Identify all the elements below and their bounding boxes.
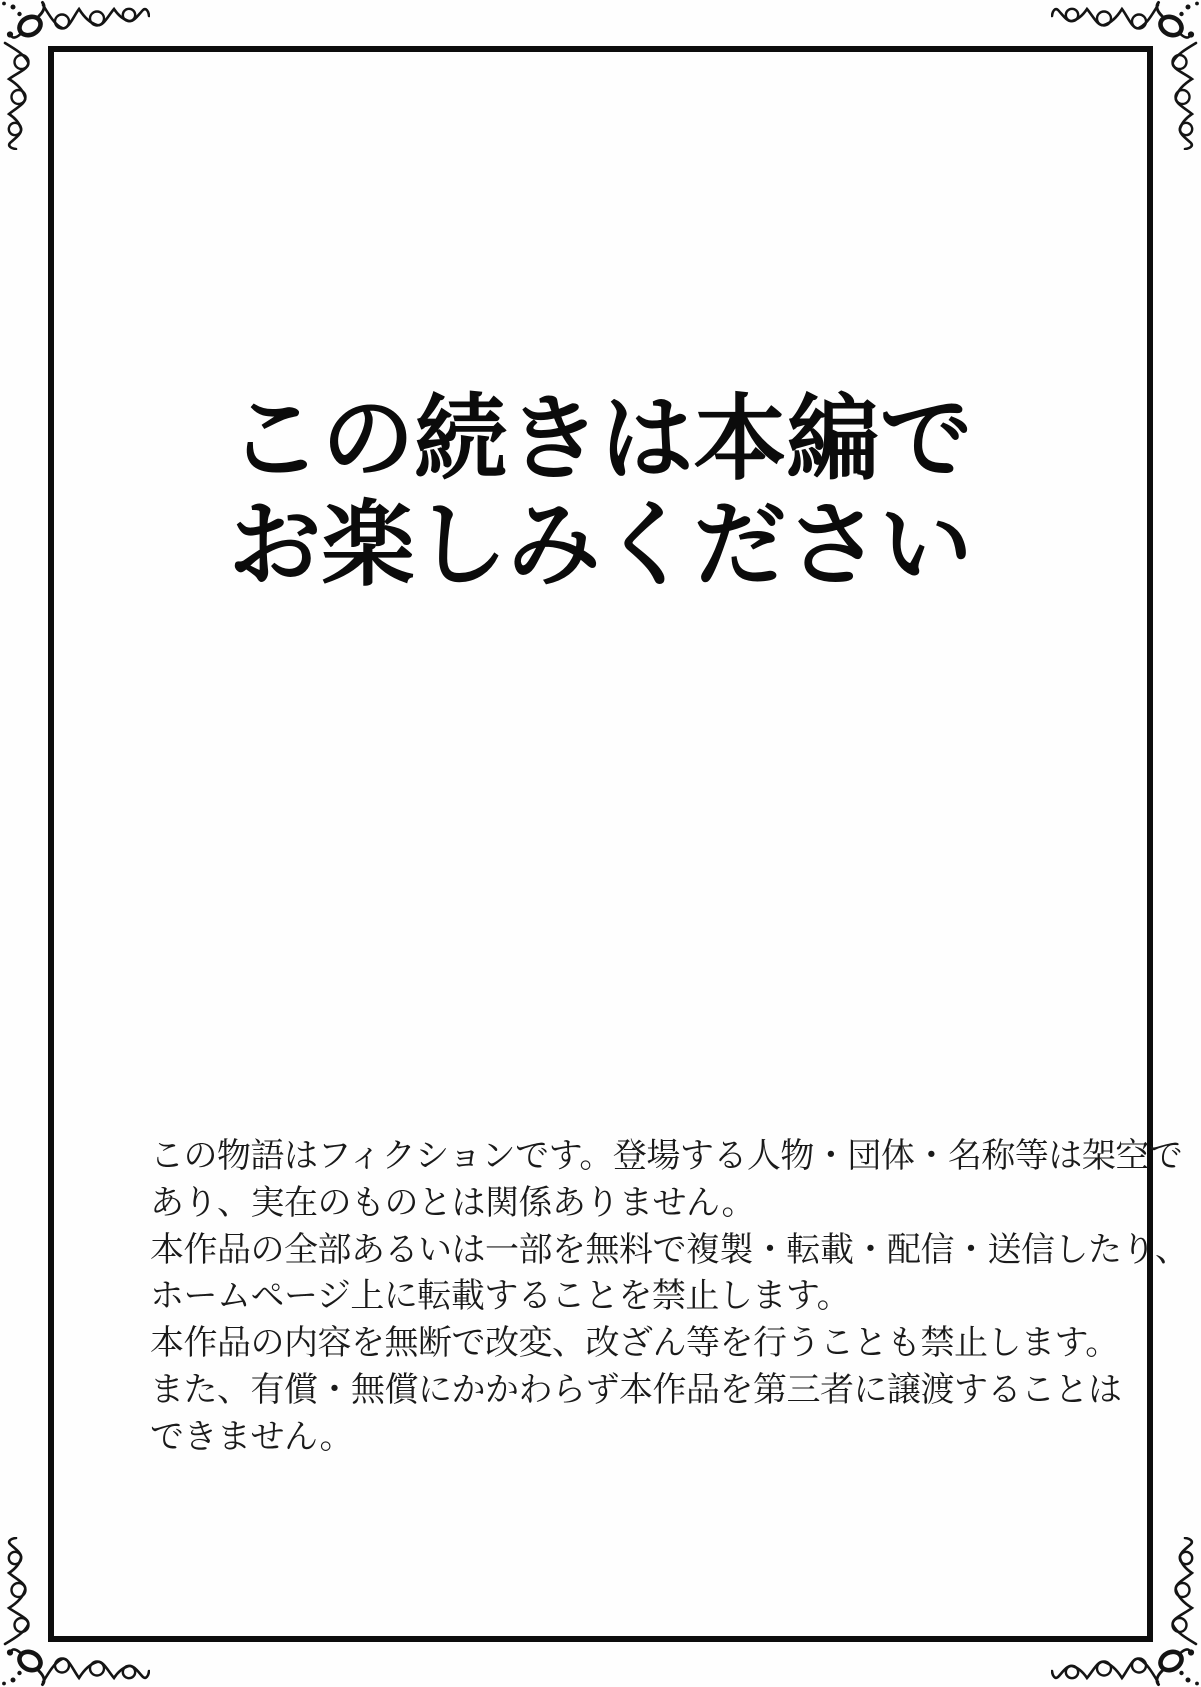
heading-line-2: お楽しみください <box>228 493 973 597</box>
corner-flourish-icon-top-right <box>1051 0 1201 150</box>
continuation-notice-heading <box>54 386 1147 598</box>
disclaimer-line: 本作品の内容を無断で改変、改ざん等を行うことも禁止します。 <box>150 1324 1119 1363</box>
disclaimer-line: この物語はフィクションです。登場する人物・団体・名称等は架空で <box>150 1137 1183 1175</box>
copyright-disclaimer <box>150 1133 1189 1461</box>
corner-flourish-icon-bottom-left <box>0 1537 150 1687</box>
heading-line-1: この続きは本編で <box>228 387 973 491</box>
disclaimer-line: また、有償・無償にかかわらず本作品を第三者に譲渡することは <box>150 1370 1122 1409</box>
disclaimer-line: ホームページ上に転載することを禁止します。 <box>150 1277 851 1316</box>
corner-flourish-icon-bottom-right <box>1051 1537 1201 1687</box>
corner-flourish-icon-top-left <box>0 0 150 150</box>
disclaimer-line: あり、実在のものとは関係ありません。 <box>150 1183 756 1222</box>
disclaimer-line: 本作品の全部あるいは一部を無料で複製・転載・配信・送信したり、 <box>150 1230 1189 1269</box>
disclaimer-line: できません。 <box>150 1417 354 1456</box>
